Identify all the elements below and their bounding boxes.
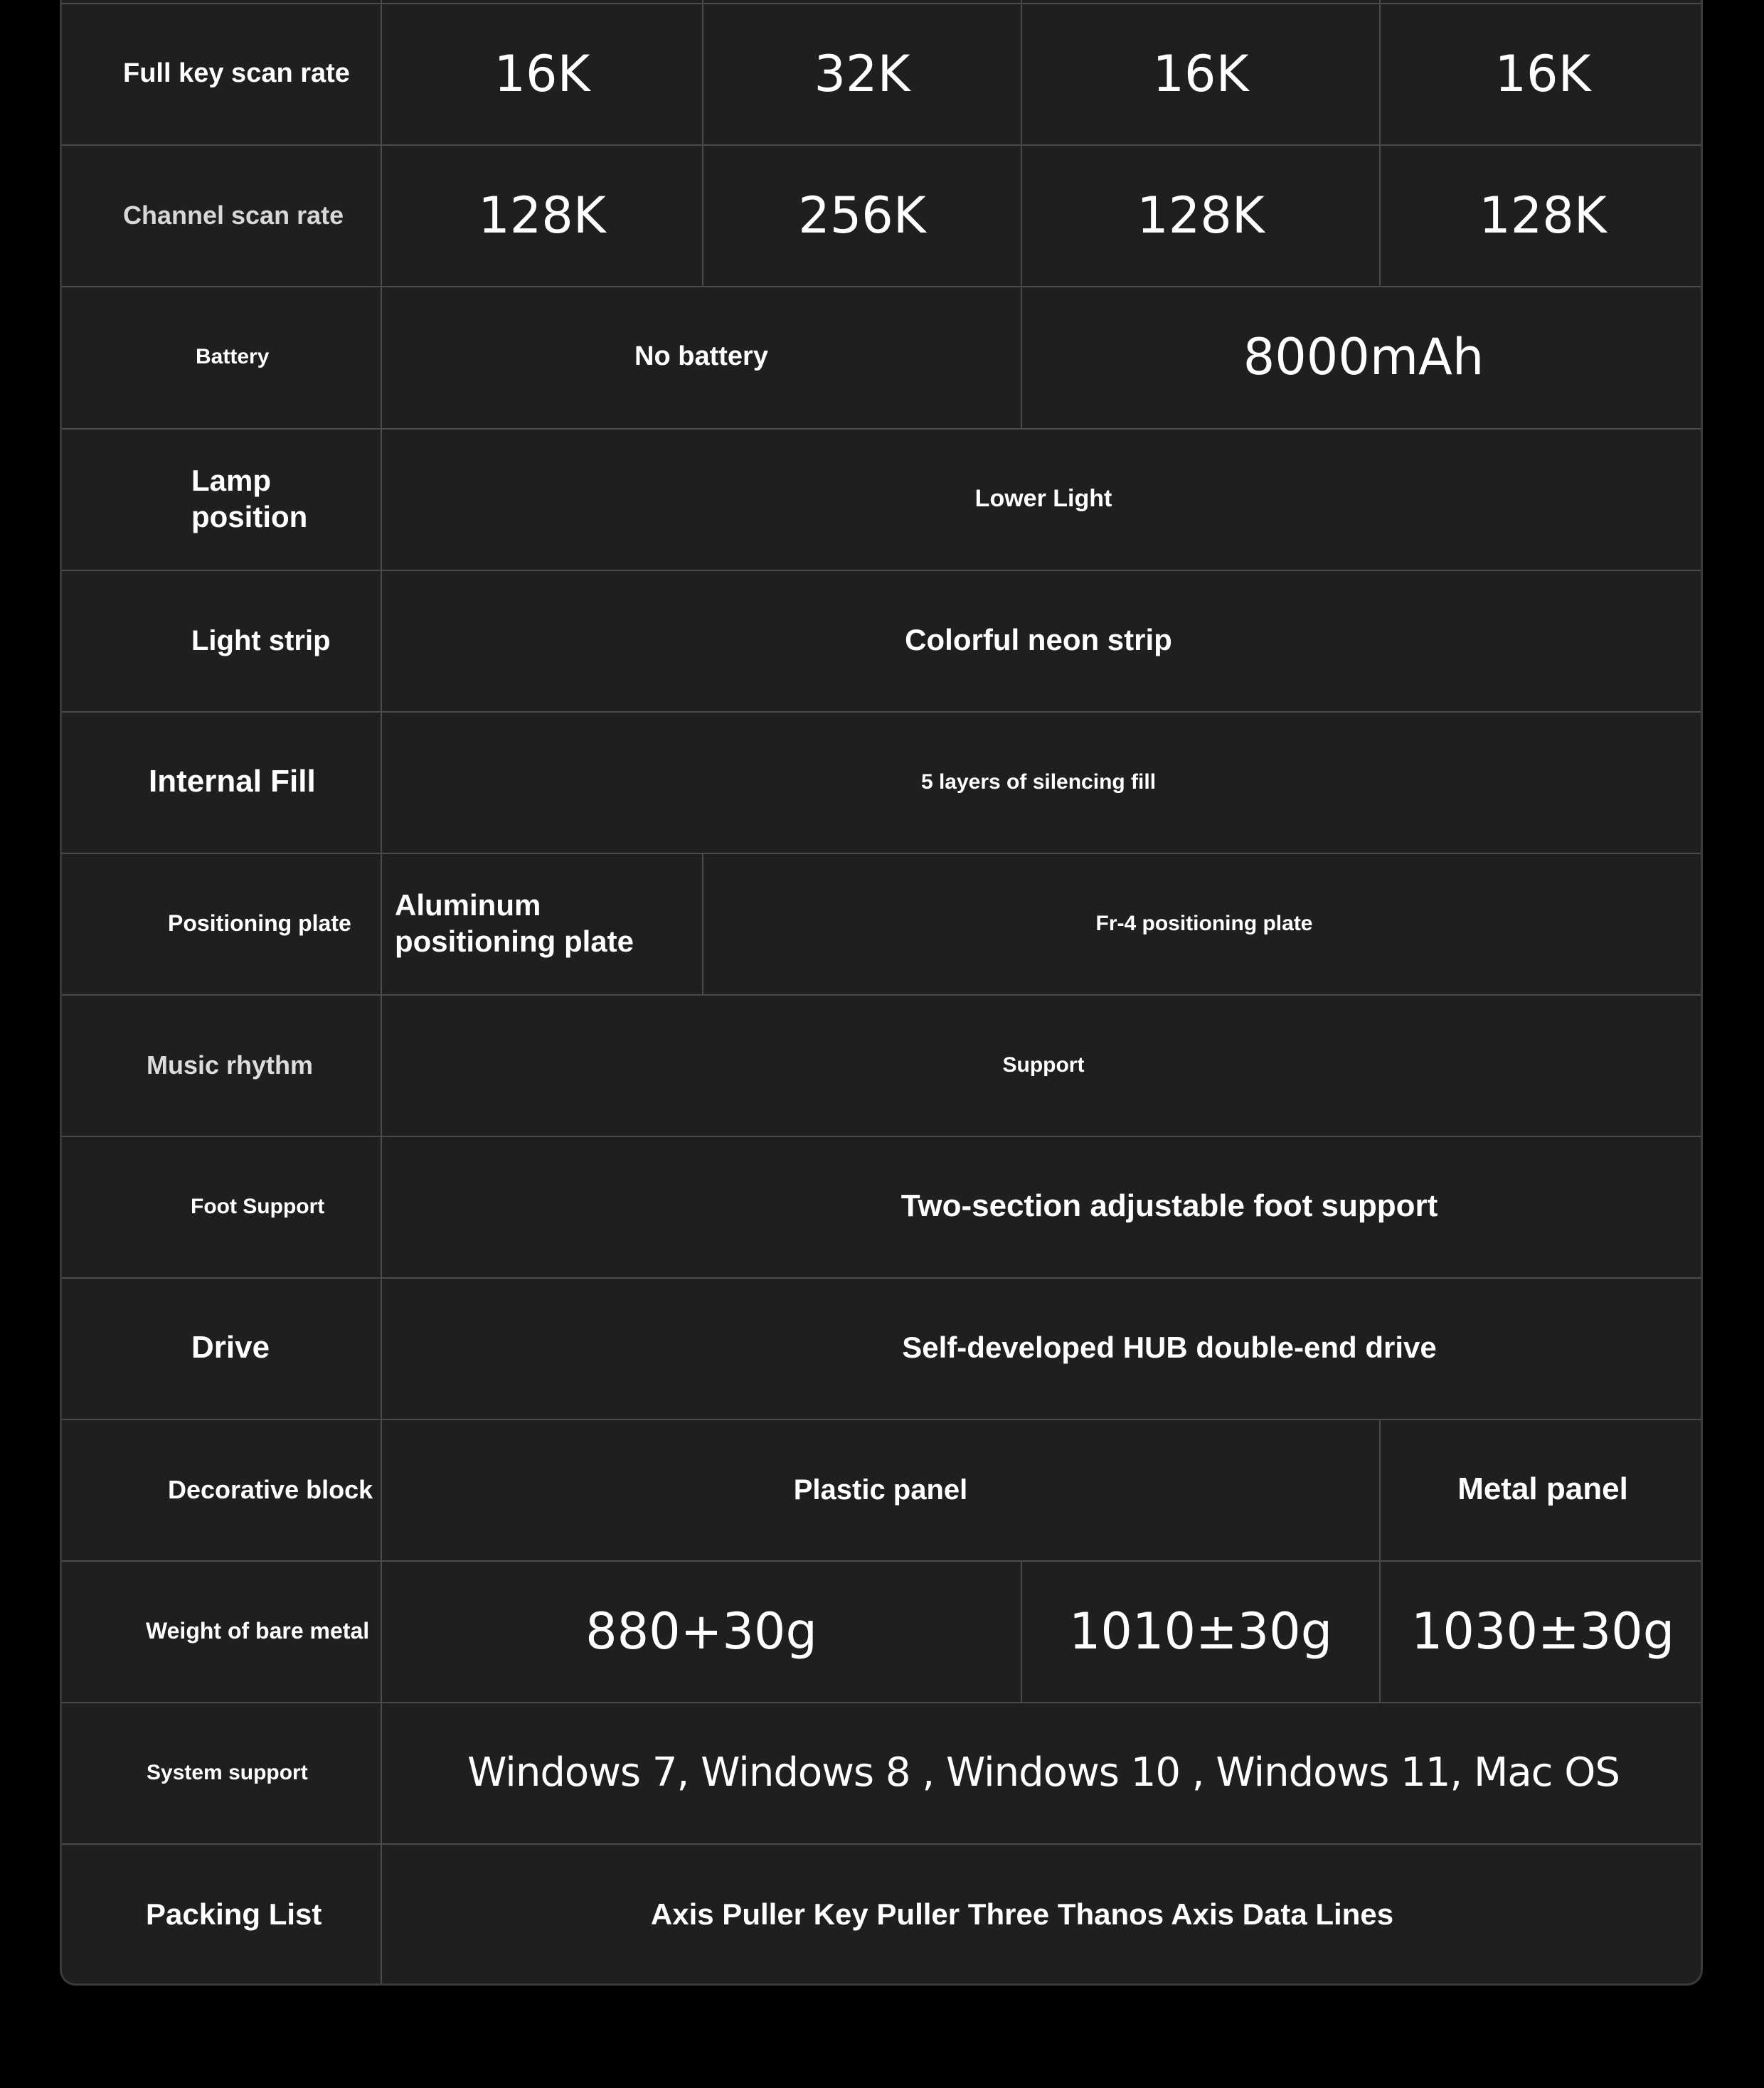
row-label-full-key-scan-rate: Full key scan rate [123, 58, 350, 88]
row-label-weight: Weight of bare metal [146, 1618, 370, 1644]
row-label-lamp-position: Lamp position [191, 464, 308, 533]
lamp-position-value: Lower Light [974, 485, 1112, 513]
full-key-scan-rate-value-3: 16K [1152, 44, 1249, 103]
row-label-packing-list: Packing List [146, 1897, 322, 1931]
row-label-positioning-plate: Positioning plate [168, 910, 351, 937]
packing-list-value: Axis Puller Key Puller Three Thanos Axis Data Lines [650, 1897, 1394, 1931]
weight-value-3: 1030±30g [1410, 1602, 1675, 1661]
channel-scan-rate-value-4: 128K [1479, 186, 1607, 245]
light-strip-value: Colorful neon strip [905, 623, 1172, 657]
music-rhythm-value: Support [1002, 1053, 1085, 1077]
row-label-light-strip: Light strip [191, 624, 331, 656]
positioning-plate-value-aluminum: Aluminum positioning plate [395, 888, 634, 958]
decorative-block-value-plastic: Plastic panel [793, 1474, 968, 1506]
spec-table [60, 0, 1703, 1986]
positioning-plate-value-fr4: Fr-4 positioning plate [1095, 911, 1313, 935]
battery-value-wired: No battery [634, 341, 768, 372]
drive-value: Self-developed HUB double-end drive [902, 1331, 1437, 1365]
row-label-internal-fill: Internal Fill [149, 764, 316, 799]
system-support-value: Windows 7, Windows 8 , Windows 10 , Windows 11, Mac OS [467, 1749, 1620, 1796]
row-label-music-rhythm: Music rhythm [147, 1050, 314, 1080]
decorative-block-value-metal: Metal panel [1457, 1471, 1628, 1507]
foot-support-value: Two-section adjustable foot support [900, 1188, 1438, 1224]
row-label-drive: Drive [191, 1330, 270, 1365]
channel-scan-rate-value-1: 128K [478, 186, 606, 245]
full-key-scan-rate-value-1: 16K [494, 44, 590, 103]
channel-scan-rate-value-2: 256K [798, 186, 926, 245]
channel-scan-rate-value-3: 128K [1137, 186, 1265, 245]
full-key-scan-rate-value-2: 32K [814, 44, 910, 103]
battery-value-wireless: 8000mAh [1243, 328, 1484, 386]
weight-value-2: 1010±30g [1068, 1602, 1333, 1661]
row-label-channel-scan-rate: Channel scan rate [123, 200, 344, 230]
row-label-system-support: System support [147, 1760, 308, 1784]
row-label-decorative-block: Decorative block [168, 1474, 373, 1504]
weight-value-1: 880+30g [585, 1602, 817, 1661]
full-key-scan-rate-value-4: 16K [1494, 44, 1591, 103]
row-label-foot-support: Foot Support [191, 1194, 325, 1218]
row-label-battery: Battery [196, 345, 270, 368]
internal-fill-value: 5 layers of silencing fill [920, 769, 1157, 794]
